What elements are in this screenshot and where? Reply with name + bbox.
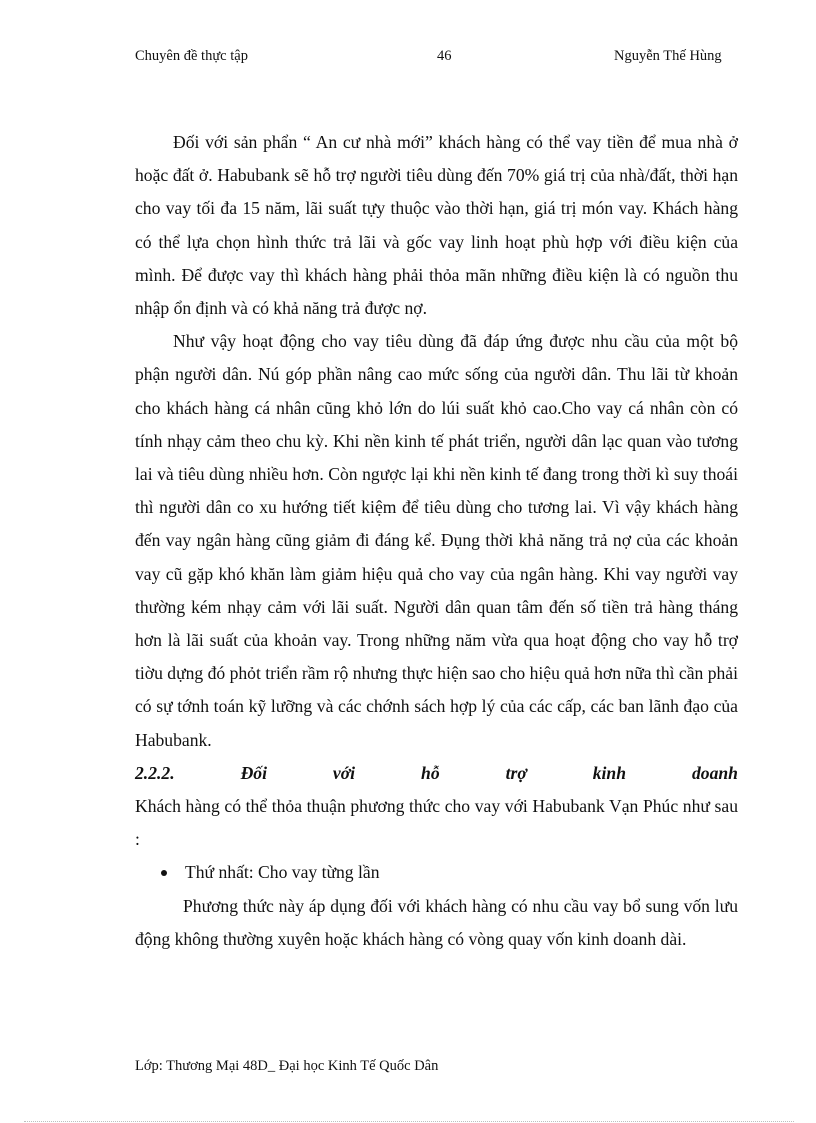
page-footer: Lớp: Thương Mại 48D_ Đại học Kinh Tế Quốc Dân <box>135 1058 439 1074</box>
heading-word: kinh <box>592 762 627 783</box>
paragraph-single-loan: Phương thức này áp dụng đối với khách hàng có nhu cầu vay bổ sung vốn lưu động không thường xuyên hoặc khách hàng có vòng quay vốn kinh doanh dài. <box>135 895 738 949</box>
header-title: Chuyên đề thực tập <box>135 48 248 64</box>
header-author: Nguyễn Thế Hùng <box>614 48 722 64</box>
paragraph-an-cu-nha-moi: Đối với sản phẩn “ An cư nhà mới” khách hàng có thể vay tiền để mua nhà ở hoặc đất ở. Habubank sẽ hỗ trợ người tiêu dùng đến 70% giá trị của nhà/đất, thời hạn cho vay tối đa 15 năm, lãi suất tựy thuộc vào thời hạn, giá trị món vay. Khách hàng có thể lựa chọn hình thức trả lãi và gốc vay linh hoạt phù hợp với điều kiện của mình. Để được vay thì khách hàng phải thỏa mãn những điều kiện là có nguồn thu nhập ổn định và có khả năng trả được nợ. <box>135 132 738 319</box>
page-number: 46 <box>437 48 452 64</box>
paragraph-loan-methods: Khách hàng có thể thỏa thuận phương thức cho vay với Habubank Vạn Phúc như sau : <box>135 796 738 850</box>
heading-word: doanh <box>691 762 738 783</box>
heading-word: Đối <box>240 762 267 783</box>
heading-number: 2.2.2. <box>135 762 175 783</box>
page-bottom-divider <box>24 1121 794 1122</box>
page-header <box>0 48 816 72</box>
heading-word: trợ <box>505 762 527 783</box>
bullet-icon <box>161 870 167 876</box>
document-body <box>135 126 738 956</box>
paragraph-consumer-lending: Như vậy hoạt động cho vay tiêu dùng đã đáp ứng được nhu cầu của một bộ phận người dân. Nú góp phần nâng cao mức sống của người dân. Thu lãi từ khoản cho khách hàng cá nhân cũng khỏ lớn do lúi suất khỏ cao.Cho vay cá nhân còn có tính nhạy cảm theo chu kỳ. Khi nền kinh tế phát triển, người dân lạc quan vào tương lai và tiêu dùng nhiều hơn. Còn ngược lại khi nền kinh tế đang trong thời kì suy thoái thì người dân co xu hướng tiết kiệm để tiêu dùng cho tương lai. Vì vậy khách hàng đến vay ngân hàng cũng giảm đi đáng kể. Đụng thời khả năng trả nợ của các khoản vay cũ gặp khó khăn làm giảm hiệu quả cho vay của ngân hàng. Khi vay người vay thường kém nhạy cảm với lãi suất. Người dân quan tâm đến số tiền trả hàng tháng hơn là lãi suất của khoản vay. Trong những năm vừa qua hoạt động cho vay hỗ trợ tiờu dựng đó phỏt triển rầm rộ nhưng thực hiện sao cho hiệu quả hơn nữa thì cần phải có sự tớnh toán kỹ lưỡng và các chớnh sách hợp lý của các cấp, các ban lãnh đạo của Habubank. <box>135 331 739 750</box>
heading-word: với <box>332 762 356 783</box>
heading-word: hỗ <box>421 762 440 783</box>
section-heading <box>135 757 738 790</box>
bullet-item <box>135 856 738 889</box>
bullet-label: Thứ nhất: Cho vay từng lần <box>185 862 380 883</box>
